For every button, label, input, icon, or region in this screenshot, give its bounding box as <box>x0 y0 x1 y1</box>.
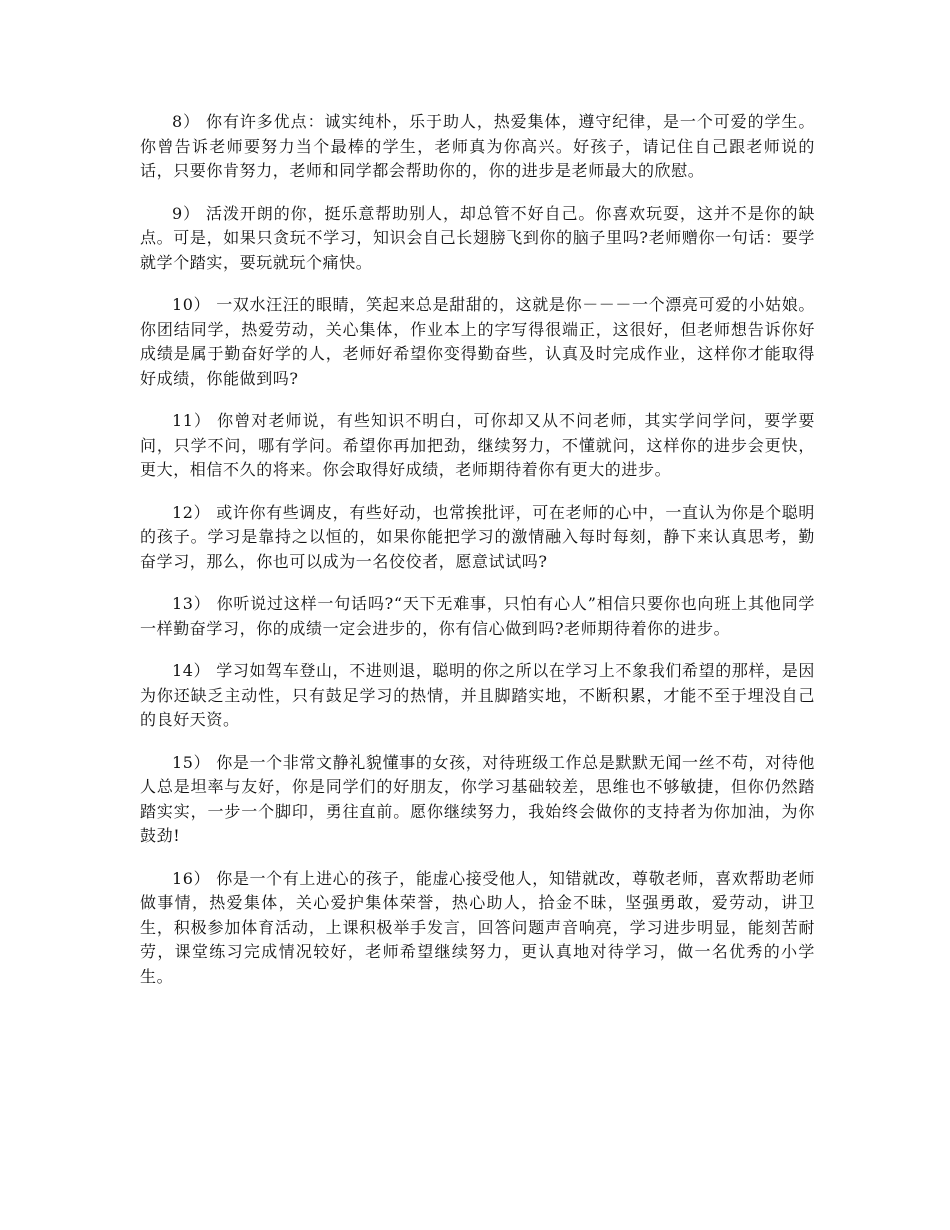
comment-paragraph-13 <box>140 592 815 641</box>
comment-paragraph-15 <box>140 751 815 849</box>
comment-paragraph-8 <box>140 110 815 184</box>
paragraph-text: 或许你有些调皮，有些好动，也常挨批评，可在老师的心中，一直认为你是个聪明的孩子。学习是靠持之以恒的，如果你能把学习的激情融入每时每刻，静下来认真思考，勤奋学习，那么，你也可以成为一名佼佼者，愿意试试吗? <box>140 502 815 571</box>
paragraph-number: 15） <box>172 752 211 772</box>
paragraph-number: 13） <box>172 594 211 613</box>
paragraph-text: 你是一个非常文静礼貌懂事的女孩，对待班级工作总是默默无闻一丝不苟，对待他人总是坦率与友好，你是同学们的好朋友，你学习基础较差，思维也不够敏捷，但你仍然踏踏实实，一步一个脚印，勇往直前。愿你继续努力，我始终会做你的支持者为你加油，为你鼓劲! <box>140 752 815 845</box>
paragraph-number: 8） <box>172 112 201 131</box>
paragraph-number: 14） <box>172 661 211 680</box>
comment-paragraph-9 <box>140 202 815 276</box>
document-page <box>140 110 815 1007</box>
paragraph-number: 16） <box>172 868 211 888</box>
paragraph-text: 你有许多优点：诚实纯朴，乐于助人，热爱集体，遵守纪律，是一个可爱的学生。你曾告诉老师要努力当个最棒的学生，老师真为你高兴。好孩子，请记住自己跟老师说的话，只要你肯努力，老师和同学都会帮助你的，你的进步是老师最大的欣慰。 <box>140 112 815 180</box>
paragraph-number: 9） <box>172 203 201 223</box>
comment-paragraph-14 <box>140 659 815 733</box>
paragraph-number: 11） <box>172 411 212 430</box>
paragraph-text: 你听说过这样一句话吗?“天下无难事，只怕有心人”相信只要你也向班上其他同学一样勤奋学习，你的成绩一定会进步的，你有信心做到吗?老师期待着你的进步。 <box>140 594 815 638</box>
comment-paragraph-16 <box>140 867 815 990</box>
paragraph-text: 你曾对老师说，有些知识不明白，可你却又从不问老师，其实学问学问，要学要问，只学不问，哪有学问。希望你再加把劲，继续努力，不懂就问，这样你的进步会更快，更大，相信不久的将来。你会取得好成绩，老师期待着你有更大的进步。 <box>140 411 815 479</box>
comment-paragraph-10 <box>140 293 815 391</box>
comment-paragraph-11 <box>140 409 815 483</box>
paragraph-number: 10） <box>172 295 211 314</box>
paragraph-text: 一双水汪汪的眼睛，笑起来总是甜甜的，这就是你－－－一个漂亮可爱的小姑娘。你团结同学，热爱劳动，关心集体，作业本上的字写得很端正，这很好，但老师想告诉你好成绩是属于勤奋好学的人，老师好希望你变得勤奋些，认真及时完成作业，这样你才能取得好成绩，你能做到吗? <box>140 295 815 388</box>
comment-paragraph-12 <box>140 501 815 575</box>
paragraph-text: 活泼开朗的你，挺乐意帮助别人，却总管不好自己。你喜欢玩耍，这并不是你的缺点。可是，如果只贪玩不学习，知识会自己长翅膀飞到你的脑子里吗?老师赠你一句话：要学就学个踏实，要玩就玩个痛快。 <box>140 203 815 272</box>
paragraph-number: 12） <box>172 502 211 522</box>
paragraph-text: 你是一个有上进心的孩子，能虚心接受他人，知错就改，尊敬老师，喜欢帮助老师做事情，热爱集体，关心爱护集体荣誉，热心助人，拾金不昧，坚强勇敢，爱劳动，讲卫生，积极参加体育活动，上课积极举手发言，回答问题声音响亮，学习进步明显，能刻苦耐劳，课堂练习完成情况较好，老师希望继续努力，更认真地对待学习，做一名优秀的小学生。 <box>140 868 815 986</box>
paragraph-text: 学习如驾车登山，不进则退，聪明的你之所以在学习上不象我们希望的那样，是因为你还缺乏主动性，只有鼓足学习的热情，并且脚踏实地，不断积累，才能不至于埋没自己的良好天资。 <box>140 661 815 729</box>
